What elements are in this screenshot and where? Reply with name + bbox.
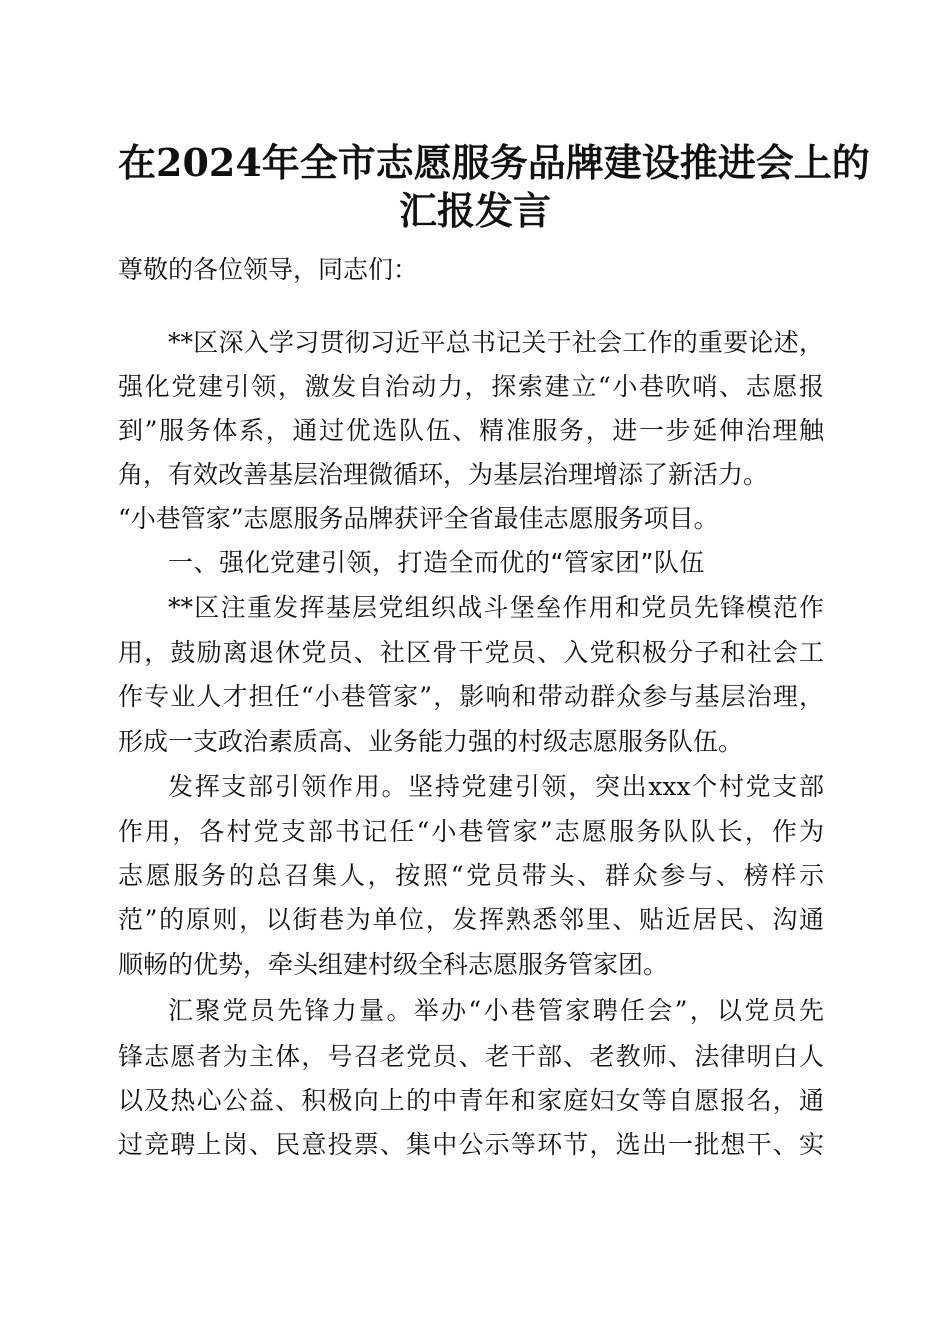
document-title-line-1: 在2024年全市志愿服务品牌建设推进会上的: [118, 140, 870, 185]
para3-line: 以及热心公益、积极向上的中青年和家庭妇女等自愿报名，通: [118, 1086, 824, 1115]
document-title-line-2: 汇报发言: [398, 188, 551, 233]
section1-line: **区注重发挥基层党组织战斗堡垒作用和党员先锋模范作: [168, 593, 824, 622]
para2-line: 作用，各村党支部书记任“小巷管家”志愿服务队队长，作为: [118, 817, 824, 846]
salutation: 尊敬的各位领导，同志们：: [118, 255, 419, 284]
section1-line: 形成一支政治素质高、业务能力强的村级志愿服务队伍。: [118, 727, 744, 756]
section1-line: 用，鼓励离退休党员、社区骨干党员、入党积极分子和社会工: [118, 638, 824, 667]
para2-line: 范”的原则，以街巷为单位，发挥熟悉邻里、贴近居民、沟通: [118, 905, 824, 934]
intro-line: “小巷管家”志愿服务品牌获评全省最佳志愿服务项目。: [118, 504, 719, 533]
para3-line: 过竞聘上岗、民意投票、集中公示等环节，选出一批想干、实: [118, 1130, 824, 1159]
intro-line: **区深入学习贯彻习近平总书记关于社会工作的重要论述，: [168, 328, 824, 357]
section-heading-1: 一、强化党建引领，打造全而优的“管家团”队伍: [168, 548, 705, 577]
section1-line: 作专业人才担任“小巷管家”，影响和带动群众参与基层治理，: [118, 682, 824, 711]
para3-line: 锋志愿者为主体，号召老党员、老干部、老教师、法律明白人: [118, 1042, 824, 1071]
para2-line: 顺畅的优势，牵头组建村级全科志愿服务管家团。: [118, 950, 669, 979]
para2-line: 发挥支部引领作用。坚持党建引领，突出xxx个村党支部: [168, 772, 824, 801]
para2-line: 志愿服务的总召集人，按照“党员带头、群众参与、榜样示: [118, 861, 824, 890]
intro-line: 角，有效改善基层治理微循环，为基层治理增添了新活力。: [118, 460, 769, 489]
intro-line: 强化党建引领，激发自治动力，探索建立“小巷吹哨、志愿报: [118, 372, 824, 401]
para3-line: 汇聚党员先锋力量。举办“小巷管家聘任会”，以党员先: [168, 996, 824, 1025]
intro-line: 到”服务体系，通过优选队伍、精准服务，进一步延伸治理触: [118, 416, 824, 445]
